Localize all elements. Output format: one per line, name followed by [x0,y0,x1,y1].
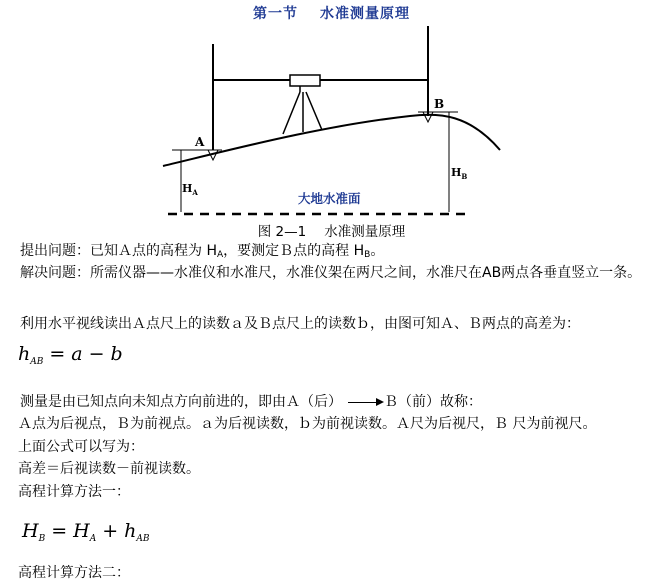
datum-label: 大地水准面 [298,191,361,206]
method-one-label: 高程计算方法一： [18,484,130,500]
point-b-label: B [434,97,445,111]
leveling-diagram [0,0,663,230]
formula-intro: 上面公式可以写为： [18,439,144,455]
difference-definition: 高差＝后视读数－前视读数。 [18,461,200,477]
problem-statement: 提出问题：已知Ａ点的高程为 $H_A$，要测定Ｂ点的高程 $H_B$。 [20,243,385,260]
reading-paragraph: 利用水平视线读出Ａ点尺上的读数ａ及Ｂ点尺上的读数ｂ，由图可知Ａ、Ｂ两点的高差为： [20,316,580,332]
height-b-sub: B [461,172,468,181]
caption-text: 水准测量原理 [324,224,406,240]
direction-paragraph: 测量是由已知点向未知点方向前进的，即由Ａ（后） Ｂ（前）故称： [20,394,482,410]
height-b-main: H [451,166,462,179]
method-two-label: 高程计算方法二： [18,565,130,581]
title-section-number: 第一节 [253,6,298,22]
arrow-right-icon [348,402,382,403]
svg-text:HA [182,182,198,197]
svg-text:HB [451,166,467,181]
caption-number: 图 2—1 [257,224,307,240]
formula-height-difference: $h_{AB} = a - b$ [18,343,123,367]
height-a-main: H [182,182,193,195]
height-a-sub: A [192,188,198,197]
title-section-name: 水准测量原理 [320,6,410,22]
solution-paragraph: 解决问题：所需仪器——水准仪和水准尺，水准仪架在两尺之间，水准尺在AB两点各垂直竖立一条。 [20,265,642,281]
figure-caption [0,220,663,240]
level-instrument [283,75,322,134]
formula-elevation: $H_B = H_A + h_{AB}$ [22,520,150,544]
point-a-label: A [195,135,205,149]
sight-paragraph: Ａ点为后视点，Ｂ为前视点。ａ为后视读数，ｂ为前视读数。Ａ尺为后视尺，Ｂ 尺为前视尺。 [18,416,597,432]
